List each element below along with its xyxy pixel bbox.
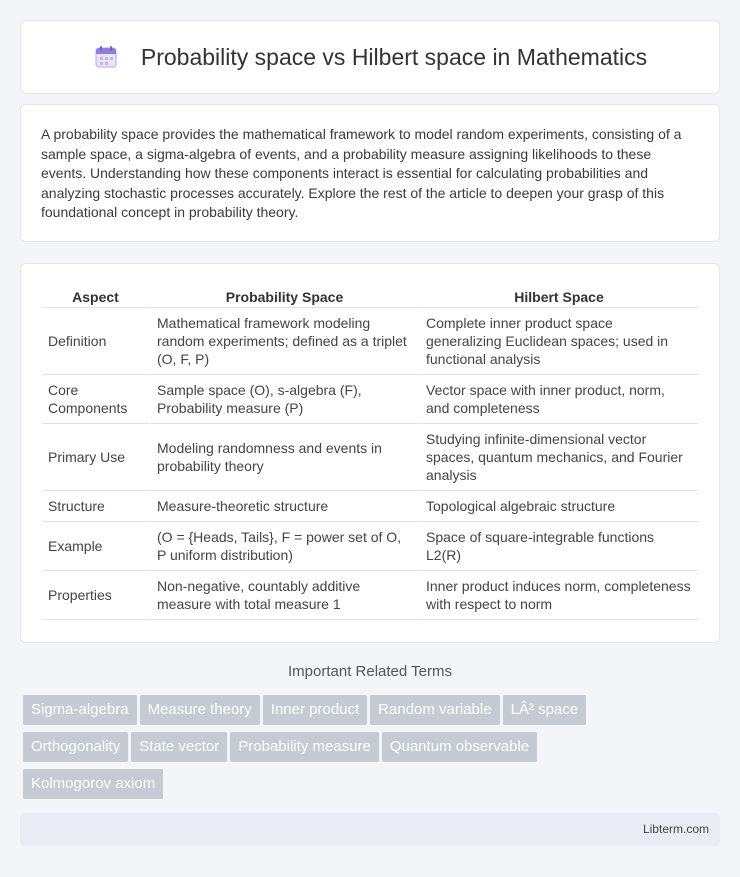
table-row: [42, 375, 698, 424]
related-terms-title: Important Related Terms: [288, 663, 452, 680]
related-term-tag[interactable]: Kolmogorov axiom: [23, 769, 163, 799]
hilbert-cell: Complete inner product space generalizing Euclidean spaces; used in functional analysis: [418, 308, 698, 375]
related-terms-tags: [23, 695, 723, 806]
related-term-tag[interactable]: Inner product: [263, 695, 367, 725]
column-header: Probability Space: [149, 284, 418, 308]
probability-cell: Mathematical framework modeling random experiments; defined as a triplet (O, F, P): [149, 308, 418, 375]
hilbert-cell: Topological algebraic structure: [418, 491, 698, 522]
related-term-tag[interactable]: Measure theory: [140, 695, 260, 725]
related-term-tag[interactable]: Sigma-algebra: [23, 695, 137, 725]
hilbert-cell: Space of square-integrable functions L2(R): [418, 522, 698, 571]
aspect-cell: Definition: [42, 308, 149, 375]
hilbert-cell: Inner product induces norm, completeness with respect to norm: [418, 571, 698, 620]
probability-cell: Modeling randomness and events in probability theory: [149, 424, 418, 491]
related-term-tag[interactable]: Random variable: [370, 695, 499, 725]
table-row: [42, 522, 698, 571]
table-row: [42, 308, 698, 375]
hilbert-cell: Studying infinite-dimensional vector spaces, quantum mechanics, and Fourier analysis: [418, 424, 698, 491]
related-term-tag[interactable]: Quantum observable: [382, 732, 537, 762]
calendar-icon: [93, 44, 119, 70]
probability-cell: Sample space (O), s-algebra (F), Probability measure (P): [149, 375, 418, 424]
related-term-tag[interactable]: LÂ² space: [503, 695, 587, 725]
footer: [20, 813, 720, 846]
aspect-cell: Example: [42, 522, 149, 571]
aspect-cell: Structure: [42, 491, 149, 522]
comparison-table: [42, 284, 698, 620]
hilbert-cell: Vector space with inner product, norm, and completeness: [418, 375, 698, 424]
related-term-tag[interactable]: State vector: [131, 732, 227, 762]
probability-cell: Non-negative, countably additive measure with total measure 1: [149, 571, 418, 620]
comparison-card: [20, 263, 720, 643]
probability-cell: Measure-theoretic structure: [149, 491, 418, 522]
table-header-row: [42, 284, 698, 308]
probability-cell: (O = {Heads, Tails}, F = power set of O, P uniform distribution): [149, 522, 418, 571]
page-title: Probability space vs Hilbert space in Mathematics: [140, 43, 648, 70]
table-row: [42, 491, 698, 522]
related-term-tag[interactable]: Probability measure: [230, 732, 379, 762]
header-card: [20, 20, 720, 94]
footer-site-link[interactable]: Libterm.com: [642, 822, 709, 836]
related-term-tag[interactable]: Orthogonality: [23, 732, 128, 762]
intro-card: [20, 104, 720, 242]
aspect-cell: Core Components: [42, 375, 149, 424]
table-row: [42, 571, 698, 620]
column-header: Aspect: [42, 284, 149, 308]
aspect-cell: Properties: [42, 571, 149, 620]
table-row: [42, 424, 698, 491]
aspect-cell: Primary Use: [42, 424, 149, 491]
intro-text: A probability space provides the mathematical framework to model random experiments, consisting of a sample space, a sigma-algebra of events, and a probability measure assigning likelihoods to these events. Understanding how these components interact is essential for calculating probabilities and analyzing stochastic processes accurately. Explore the rest of the article to deepen your grasp of this foundational concept in probability theory.: [41, 126, 682, 220]
column-header: Hilbert Space: [418, 284, 698, 308]
